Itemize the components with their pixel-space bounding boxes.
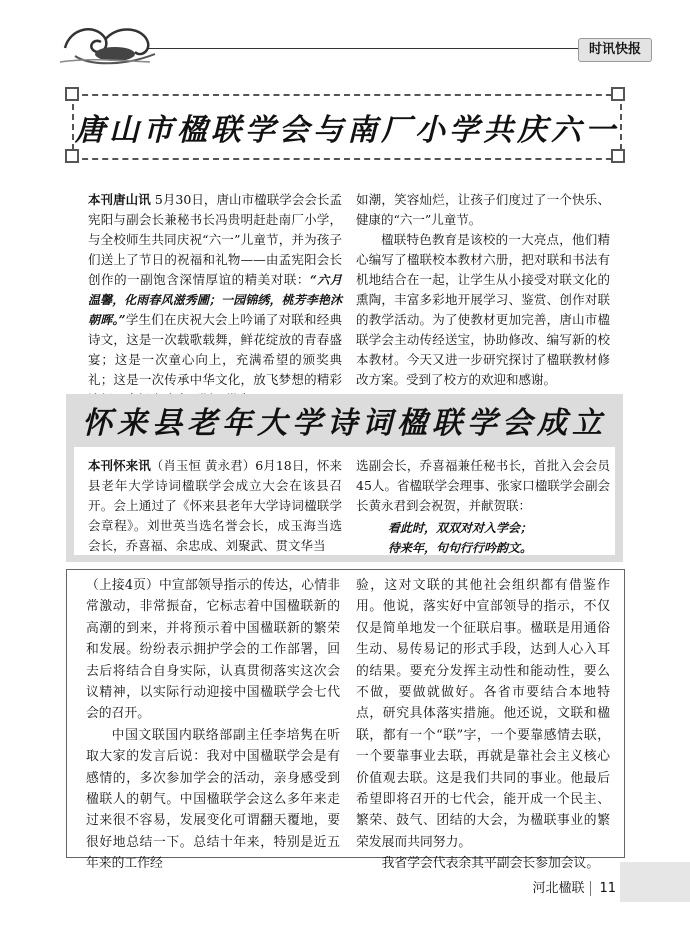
dateline: 本刊怀来讯	[88, 458, 151, 473]
article1-text: 5月30日，唐山市楹联学会会长孟宪阳与副会长兼秘书长冯贵明赶赴南厂小学，与全校师生共同庆祝“六一”儿童节，并为孩子们送上了节日的祝福和礼物——由孟宪阳会长创作的一副饱含深情厚谊的精美对联：	[88, 192, 342, 287]
frame-corner	[65, 149, 79, 163]
magazine-name: 河北楹联	[532, 881, 585, 896]
article1-paragraph: 楹联特色教育是该校的一大亮点，他们精心编写了楹联校本教材六册，把对联和书法有机地结合在一起，让学生从小接受对联文化的熏陶，丰富多彩地开展学习、鉴赏、创作对联的教学活动。为了使教材更加完善，唐山市楹联学会主动传经送宝，协助修改、编写新的校本教材。今天又进一步研究探讨了楹联教材修改方案。受到了校方的欢迎和感谢。	[356, 232, 610, 387]
dateline: 本刊唐山讯	[88, 192, 151, 207]
poem-line: 待来年，句句行行吟韵文。	[388, 541, 533, 555]
frame-corner	[65, 87, 79, 101]
section-badge: 时讯快报	[578, 38, 652, 62]
article1-title: 唐山市楹联学会与南厂小学共庆六一	[72, 94, 622, 160]
article1-paragraph: 如潮，笑容灿烂，让孩子们度过了一个快乐、健康的“六一”儿童节。	[356, 192, 610, 227]
cloud-ornament-icon	[55, 18, 165, 68]
poem-line: 看此时，双双对对入学会；	[388, 521, 533, 535]
article2-title: 怀来县老年大学诗词楹联学会成立	[82, 406, 607, 441]
article3-left-column	[86, 575, 340, 875]
article1-text: 学生们在庆祝大会上吟诵了对联和经典诗文，这是一次载歌载舞，鲜花绽放的青春盛宴；这是一次童心向上，充满希望的颁奖典礼；这是一次传承中华文化，放飞梦想的精彩	[88, 312, 342, 387]
page-number: 11	[590, 881, 616, 896]
article3-paragraph: 我省学会代表余其平副会长参加会议。	[381, 856, 600, 872]
article3-right-column	[356, 575, 610, 875]
footer-shade	[620, 862, 690, 902]
footer	[532, 877, 616, 896]
article3-paragraph: （上接4页）中宣部领导指示的传达，心情非常激动，非常振奋，它标志着中国楹联新的高潮的到来，并将预示着中国楹联新的繁荣和发展。纷纷表示拥护学会的工作部署，回去后将结合自身实际，认真贯彻落实这次会议精神，以实际行动迎接中国楹联学会七代会的召开。	[86, 578, 340, 722]
article2-text: （肖玉恒 黄永君）6月18日，怀来县老年大学诗词楹联学会成立大会在该县召开。会上通过了《怀来县老年大学诗词楹联学会章程》。刘世英当选名誉会长，成玉海当选会长，乔喜福、余忠成、刘聚武、贯文华当	[88, 458, 342, 553]
article3-paragraph: 中国文联国内联络部副主任李培隽在听取大家的发言后说：我对中国楹联学会是有感情的，多次参加学会的活动，亲身感受到楹联人的朝气。中国楹联学会这么多年来走过来很不容易，发展变化可谓翻天覆地，要很好地总结一下。总结十年来，特别是近五年来的工作经	[86, 727, 340, 872]
frame-corner	[611, 149, 625, 163]
article1-left-column	[88, 190, 342, 410]
header-rule	[148, 48, 590, 49]
article2-left-column	[88, 456, 342, 556]
frame-corner	[611, 87, 625, 101]
article2-paragraph: 选副会长，乔喜福兼任秘书长，首批入会会员45人。省楹联学会理事、张家口楹联学会副会长黄永君到会祝贺，并献贺联：	[356, 458, 610, 513]
couplet: “六月温馨，化雨春风滋秀圃；一园锦绣，桃芳李艳沐朝晖。”	[88, 273, 342, 327]
article3-paragraph: 验，这对文联的其他社会组织都有借鉴作用。他说，落实好中宣部领导的指示，不仅仅是简单地发一个征联启事。楹联是用通俗生动、易传易记的形式手段，达到人心入耳的结果。要充分发挥主动性和能动性，要么不做，要做就做好。各省市要结合本地特点，研究具体落实措施。他还说，文联和楹联，都有一个“联”字，一个要靠感情去联，一个要靠事业去联，再就是靠社会主义核心价值观去联。这是我们共同的事业。他最后希望即将召开的七代会，能开成一个民主、繁荣、鼓气、团结的大会，为楹联事业的繁荣发展而共同努力。	[356, 578, 610, 850]
article1-right-column	[356, 190, 610, 390]
article2-right-column	[356, 456, 610, 558]
